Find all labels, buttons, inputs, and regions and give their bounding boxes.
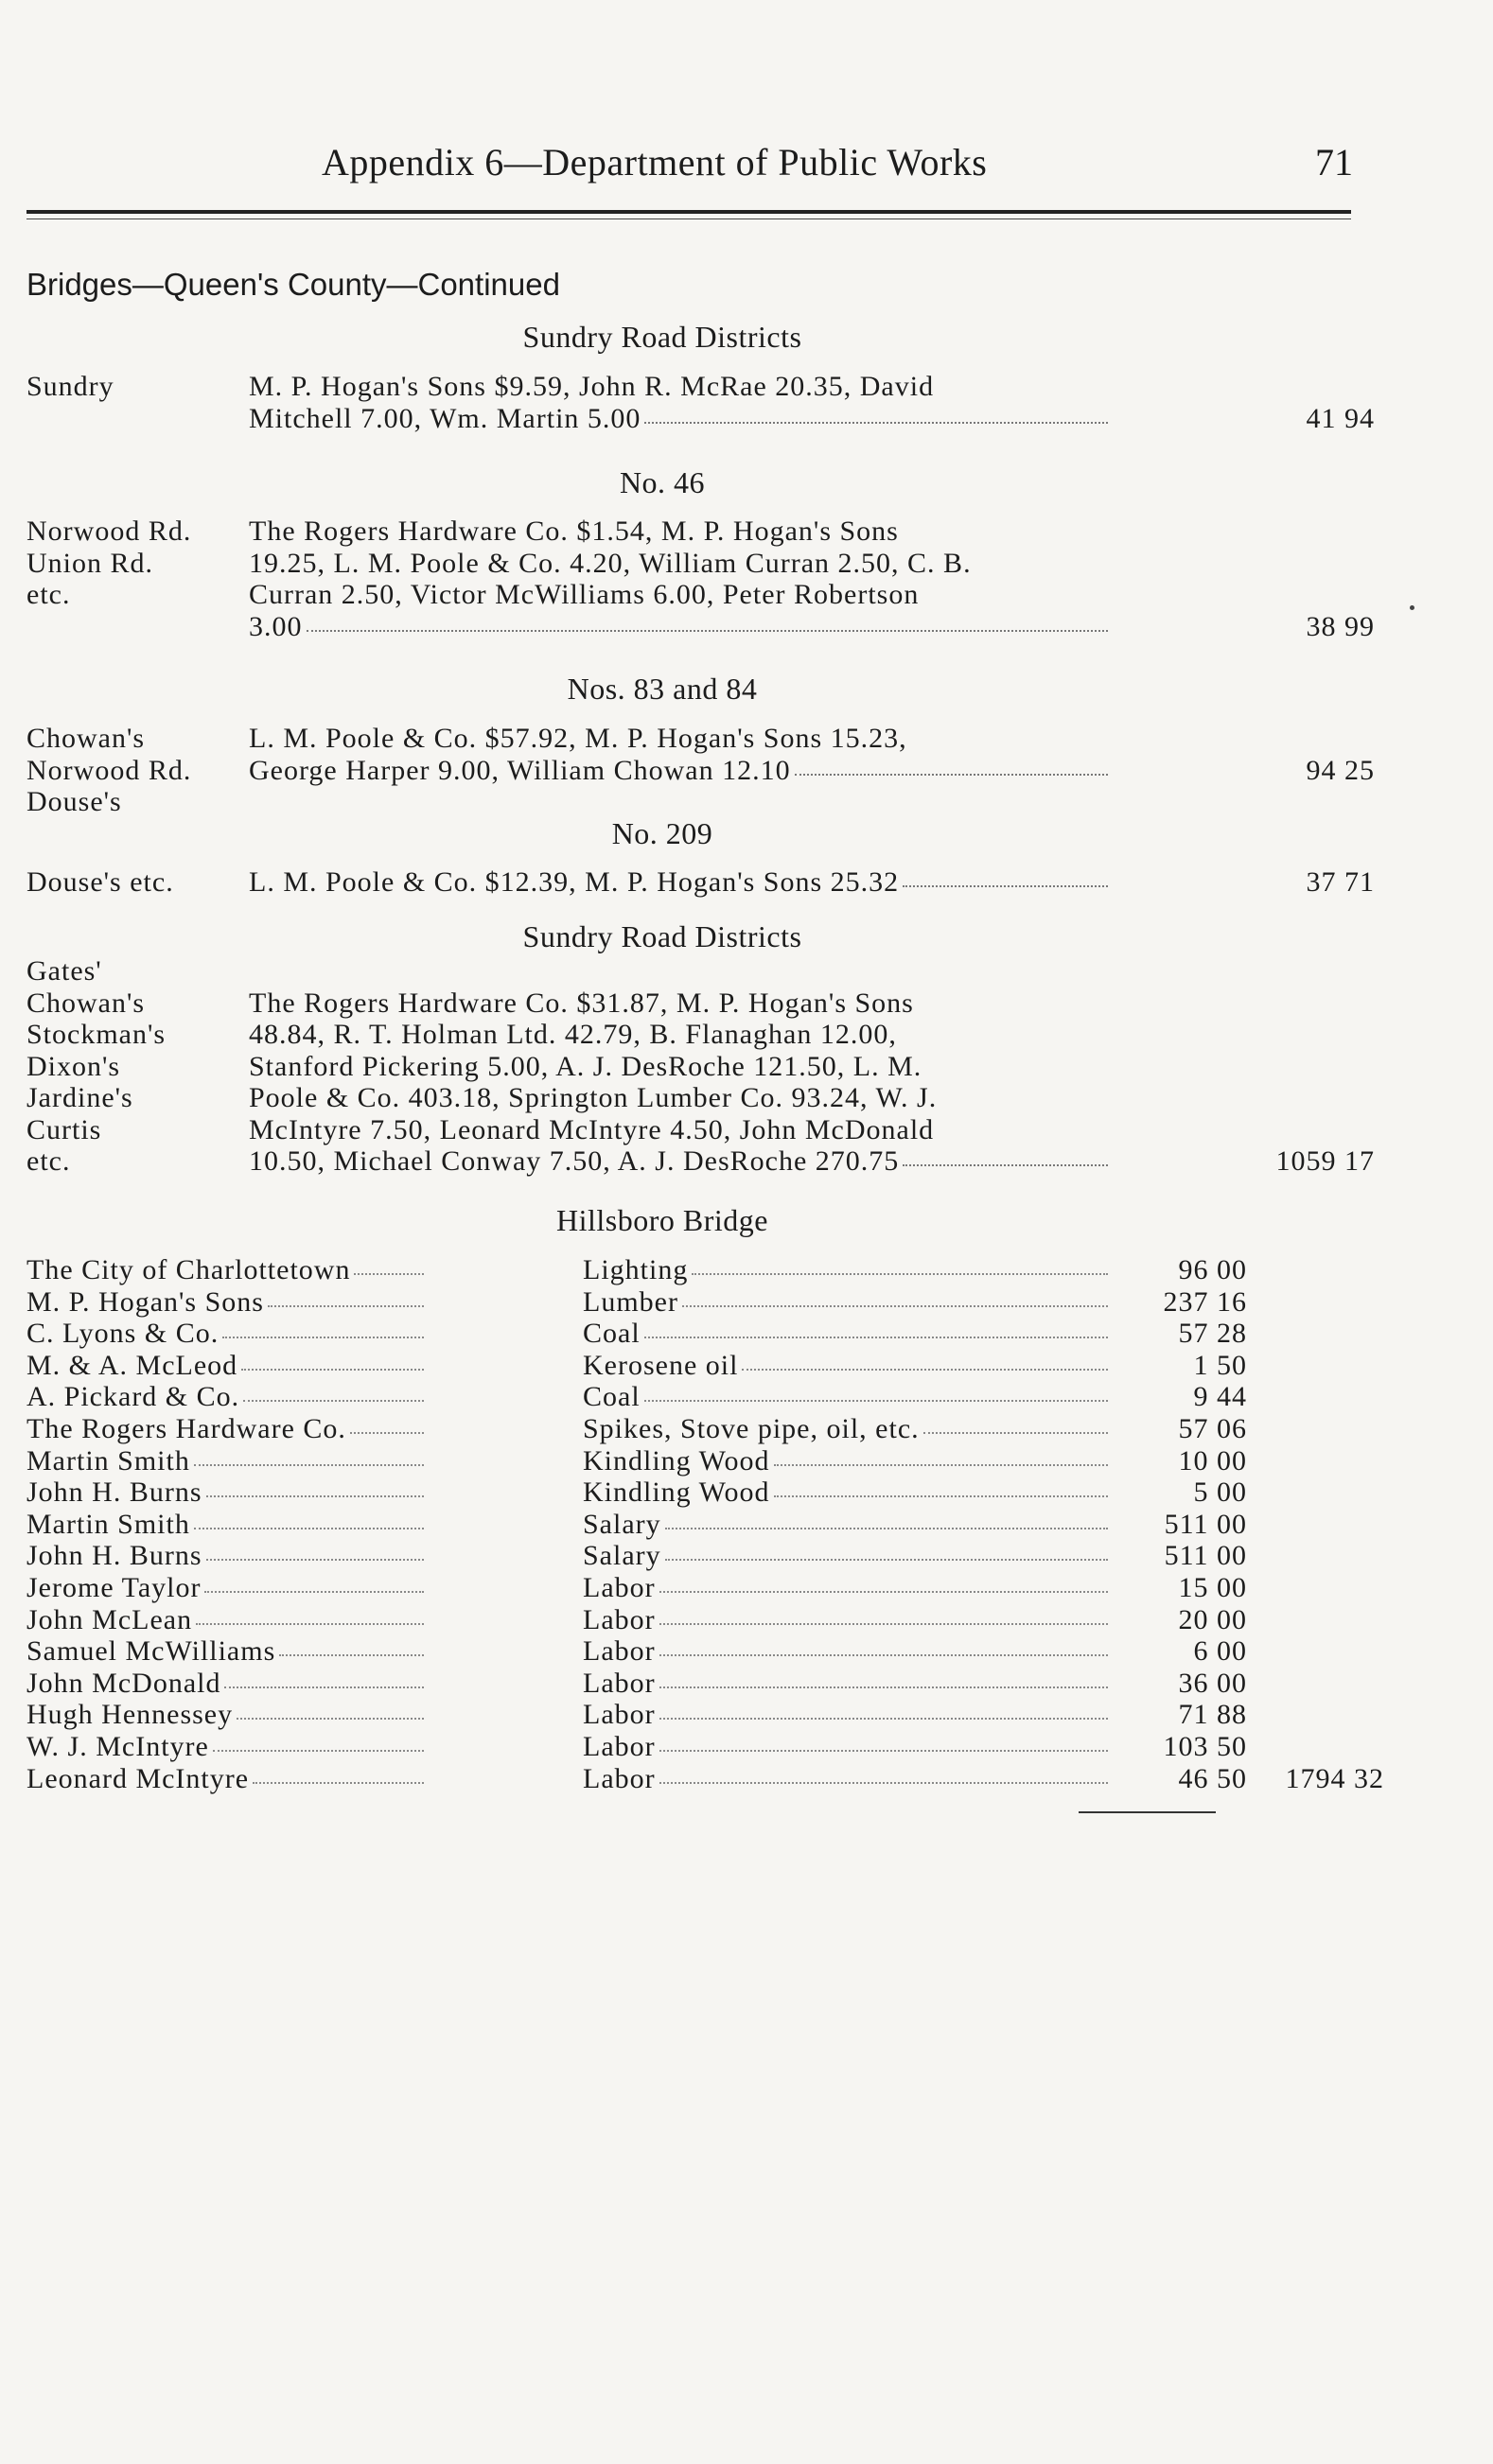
leader-dots: [659, 1591, 1108, 1593]
payee-name: John McDonald: [26, 1667, 221, 1699]
description-last-line: [249, 755, 1108, 787]
row-amount: 71 88: [1178, 1699, 1247, 1731]
place-name: Douse's etc.: [26, 866, 174, 898]
payee-cell: [26, 1286, 424, 1319]
item-name: Labor: [583, 1730, 656, 1762]
place-name: Gates': [26, 955, 102, 987]
payee-cell: [26, 1572, 424, 1604]
entry-amount: 38 99: [1306, 610, 1375, 642]
place-name: Jardine's: [26, 1082, 133, 1113]
item-cell: [583, 1350, 1108, 1382]
description-last-line: [249, 611, 1108, 643]
block-heading: No. 46: [619, 465, 706, 499]
table-row: [26, 1635, 1362, 1668]
place-names: [26, 866, 244, 899]
place-name: Chowan's: [26, 723, 146, 754]
item-cell: [583, 1509, 1108, 1541]
item-name: Kindling Wood: [583, 1477, 770, 1509]
table-row: [26, 1668, 1362, 1700]
place-names: [26, 955, 244, 1178]
item-name: Labor: [583, 1762, 656, 1794]
leader-dots: [665, 1528, 1108, 1529]
leader-dots: [237, 1718, 424, 1720]
place-name: Dixon's: [26, 1050, 121, 1082]
payee-name: John H. Burns: [26, 1540, 202, 1572]
place-names: [26, 371, 244, 403]
leader-dots: [742, 1369, 1108, 1371]
payee-name: Jerome Taylor: [26, 1571, 202, 1603]
table-row: [26, 1699, 1362, 1731]
payee-name: M. & A. McLeod: [26, 1349, 238, 1381]
leader-dots: [659, 1750, 1108, 1752]
leader-dots: [659, 1782, 1108, 1784]
item-name: Labor: [583, 1699, 656, 1731]
leader-dots: [253, 1782, 424, 1784]
description-line: L. M. Poole & Co. $12.39, M. P. Hogan's Sons 25.32: [249, 866, 900, 898]
hillsboro-heading: Hillsboro Bridge: [556, 1203, 768, 1237]
leader-dots: [224, 1686, 424, 1688]
description-line: 48.84, R. T. Holman Ltd. 42.79, B. Flanaghan 12.00,: [249, 1019, 897, 1050]
payee-name: Martin Smith: [26, 1508, 190, 1540]
payee-cell: [26, 1668, 424, 1700]
description-line: Curran 2.50, Victor McWilliams 6.00, Peter Robertson: [249, 579, 920, 610]
item-name: Coal: [583, 1381, 641, 1413]
item-name: Labor: [583, 1635, 656, 1668]
row-amount: 36 00: [1178, 1667, 1247, 1699]
payee-name: John H. Burns: [26, 1477, 202, 1509]
row-amount: 10 00: [1178, 1444, 1247, 1477]
row-amount: 46 50: [1178, 1762, 1247, 1794]
row-amount: 9 44: [1193, 1381, 1247, 1413]
table-row: [26, 1509, 1362, 1541]
item-cell: [583, 1413, 1108, 1445]
payee-name: M. P. Hogan's Sons: [26, 1285, 264, 1318]
payee-cell: [26, 1254, 424, 1286]
item-cell: [583, 1572, 1108, 1604]
item-name: Lighting: [583, 1254, 689, 1285]
entry-description: [249, 987, 1108, 1178]
row-amount: 15 00: [1178, 1571, 1247, 1603]
item-name: Coal: [583, 1318, 641, 1350]
payee-name: John McLean: [26, 1603, 193, 1635]
item-cell: [583, 1668, 1108, 1700]
leader-dots: [903, 885, 1108, 887]
block-heading: Sundry Road Districts: [522, 320, 802, 354]
item-name: Salary: [583, 1540, 661, 1572]
row-amount: 96 00: [1178, 1254, 1247, 1285]
running-head: Appendix 6—Department of Public Works: [322, 141, 988, 183]
payee-cell: [26, 1318, 424, 1350]
leader-dots: [659, 1623, 1108, 1625]
leader-dots: [644, 422, 1108, 424]
table-row: [26, 1254, 1362, 1286]
place-names: [26, 516, 244, 611]
table-row: [26, 1413, 1362, 1445]
entry-amount: 41 94: [1306, 402, 1375, 434]
description-line: George Harper 9.00, William Chowan 12.10: [249, 754, 791, 786]
item-name: Lumber: [583, 1285, 678, 1318]
leader-dots: [350, 1432, 424, 1434]
description-line: Mitchell 7.00, Wm. Martin 5.00: [249, 402, 641, 434]
sum-rule: [1079, 1811, 1216, 1813]
item-name: Labor: [583, 1603, 656, 1635]
row-amount: 511 00: [1164, 1508, 1247, 1540]
payee-cell: [26, 1381, 424, 1413]
description-line: The Rogers Hardware Co. $31.87, M. P. Hogan's Sons: [249, 987, 914, 1019]
row-total: 1794 32: [1285, 1762, 1384, 1794]
leader-dots: [774, 1495, 1108, 1497]
block-heading: Sundry Road Districts: [522, 919, 802, 953]
payee-cell: [26, 1445, 424, 1477]
item-cell: [583, 1318, 1108, 1350]
payee-name: Leonard McIntyre: [26, 1762, 250, 1794]
page-number: 71: [1315, 141, 1353, 183]
description-line: Stanford Pickering 5.00, A. J. DesRoche 121.50, L. M.: [249, 1050, 922, 1082]
leader-dots: [644, 1400, 1108, 1402]
leader-dots: [692, 1273, 1108, 1275]
table-row: [26, 1381, 1362, 1413]
payee-name: W. J. McIntyre: [26, 1730, 209, 1762]
item-name: Labor: [583, 1571, 656, 1603]
table-row: [26, 1477, 1362, 1509]
leader-dots: [268, 1305, 424, 1307]
leader-dots: [665, 1559, 1108, 1561]
place-name: Chowan's: [26, 987, 146, 1019]
table-row: [26, 1445, 1362, 1477]
description-line: 10.50, Michael Conway 7.50, A. J. DesRoche 270.75: [249, 1145, 900, 1177]
payee-cell: [26, 1604, 424, 1636]
item-cell: [583, 1381, 1108, 1413]
place-name: etc.: [26, 1145, 71, 1177]
place-name: Union Rd.: [26, 547, 154, 579]
row-amount: 237 16: [1163, 1285, 1247, 1318]
leader-dots: [659, 1654, 1108, 1656]
item-cell: [583, 1477, 1108, 1509]
description-line: L. M. Poole & Co. $57.92, M. P. Hogan's Sons 15.23,: [249, 723, 907, 754]
payee-name: The City of Charlottetown: [26, 1254, 351, 1285]
description-line: 3.00: [249, 610, 303, 642]
leader-dots: [196, 1623, 424, 1625]
table-row: [26, 1572, 1362, 1604]
leader-dots: [243, 1400, 424, 1402]
place-name: Stockman's: [26, 1019, 167, 1050]
leader-dots: [241, 1369, 424, 1371]
payee-name: C. Lyons & Co.: [26, 1318, 220, 1350]
place-names: [26, 723, 244, 818]
leader-dots: [206, 1559, 424, 1561]
row-amount: 5 00: [1193, 1477, 1247, 1509]
table-row: [26, 1604, 1362, 1636]
description-line: Poole & Co. 403.18, Springton Lumber Co. 93.24, W. J.: [249, 1082, 938, 1113]
description-line: McIntyre 7.50, Leonard McIntyre 4.50, John McDonald: [249, 1113, 935, 1145]
place-name: Curtis: [26, 1113, 102, 1145]
leader-dots: [659, 1718, 1108, 1720]
leader-dots: [222, 1337, 424, 1338]
table-row: [26, 1731, 1362, 1763]
leader-dots: [644, 1337, 1108, 1338]
payee-cell: [26, 1509, 424, 1541]
item-cell: [583, 1445, 1108, 1477]
table-row: [26, 1762, 1384, 1795]
leader-dots: [774, 1464, 1108, 1466]
leader-dots: [206, 1495, 424, 1497]
description-line: M. P. Hogan's Sons $9.59, John R. McRae 20.35, David: [249, 371, 935, 402]
item-cell: [583, 1604, 1108, 1636]
table-row: [26, 1318, 1362, 1350]
payee-name: A. Pickard & Co.: [26, 1381, 240, 1413]
item-cell: [583, 1254, 1108, 1286]
payee-cell: [26, 1350, 424, 1382]
entry-description: [249, 866, 1108, 899]
block-heading: Nos. 83 and 84: [567, 672, 758, 706]
payee-cell: [26, 1763, 424, 1795]
leader-dots: [194, 1528, 424, 1529]
place-name: Sundry: [26, 371, 114, 402]
payee-name: Martin Smith: [26, 1444, 190, 1477]
leader-dots: [307, 630, 1109, 632]
payee-cell: [26, 1635, 424, 1668]
item-cell: [583, 1635, 1108, 1668]
place-name: Douse's: [26, 786, 122, 817]
leader-dots: [923, 1432, 1108, 1434]
item-name: Salary: [583, 1508, 661, 1540]
leader-dots: [194, 1464, 424, 1466]
row-amount: 6 00: [1193, 1635, 1247, 1668]
leader-dots: [682, 1305, 1108, 1307]
entry-amount: 1059 17: [1275, 1145, 1375, 1177]
payee-name: Samuel McWilliams: [26, 1635, 276, 1668]
header-rule-thin: [26, 218, 1351, 219]
description-line: 19.25, L. M. Poole & Co. 4.20, William Curran 2.50, C. B.: [249, 547, 972, 579]
header-rule: [26, 210, 1351, 214]
row-amount: 57 06: [1178, 1412, 1247, 1444]
leader-dots: [354, 1273, 424, 1275]
item-name: Labor: [583, 1667, 656, 1699]
hillsboro-table: [26, 1254, 1384, 1794]
leader-dots: [659, 1686, 1108, 1688]
place-name: etc.: [26, 579, 71, 610]
item-name: Spikes, Stove pipe, oil, etc.: [583, 1412, 920, 1444]
item-cell: [583, 1540, 1108, 1572]
row-amount: 57 28: [1178, 1318, 1247, 1350]
payee-cell: [26, 1540, 424, 1572]
entry-description: [249, 723, 1108, 786]
item-name: Kerosene oil: [583, 1349, 739, 1381]
leader-dots: [213, 1750, 424, 1752]
description-last-line: [249, 1145, 1108, 1178]
leader-dots: [204, 1591, 424, 1593]
table-row: [26, 1350, 1362, 1382]
row-amount: 20 00: [1178, 1603, 1247, 1635]
place-name: Norwood Rd.: [26, 754, 192, 786]
leader-dots: [279, 1654, 424, 1656]
entry-description: [249, 516, 1108, 642]
block-heading: No. 209: [611, 816, 713, 850]
payee-cell: [26, 1413, 424, 1445]
description-last-line: [249, 403, 1108, 435]
item-cell: [583, 1286, 1108, 1319]
item-cell: [583, 1763, 1108, 1795]
row-amount: 1 50: [1193, 1349, 1247, 1381]
place-name: Norwood Rd.: [26, 516, 192, 547]
row-amount: 103 50: [1163, 1730, 1247, 1762]
leader-dots: [795, 774, 1108, 776]
description-last-line: [249, 866, 1108, 899]
payee-name: The Rogers Hardware Co.: [26, 1412, 346, 1444]
entry-description: [249, 371, 1108, 434]
table-row: [26, 1540, 1362, 1572]
item-name: Kindling Wood: [583, 1444, 770, 1477]
payee-cell: [26, 1477, 424, 1509]
section-title: Bridges—Queen's County—Continued: [26, 267, 560, 302]
table-row: [26, 1286, 1362, 1319]
payee-cell: [26, 1699, 424, 1731]
entry-amount: 37 71: [1306, 866, 1375, 898]
item-cell: [583, 1699, 1108, 1731]
description-line: The Rogers Hardware Co. $1.54, M. P. Hogan's Sons: [249, 516, 899, 547]
payee-name: Hugh Hennessey: [26, 1699, 234, 1731]
payee-cell: [26, 1731, 424, 1763]
entry-amount: 94 25: [1306, 754, 1375, 786]
row-amount: 511 00: [1164, 1540, 1247, 1572]
leader-dots: [903, 1164, 1108, 1166]
item-cell: [583, 1731, 1108, 1763]
print-speck: [1410, 605, 1414, 610]
